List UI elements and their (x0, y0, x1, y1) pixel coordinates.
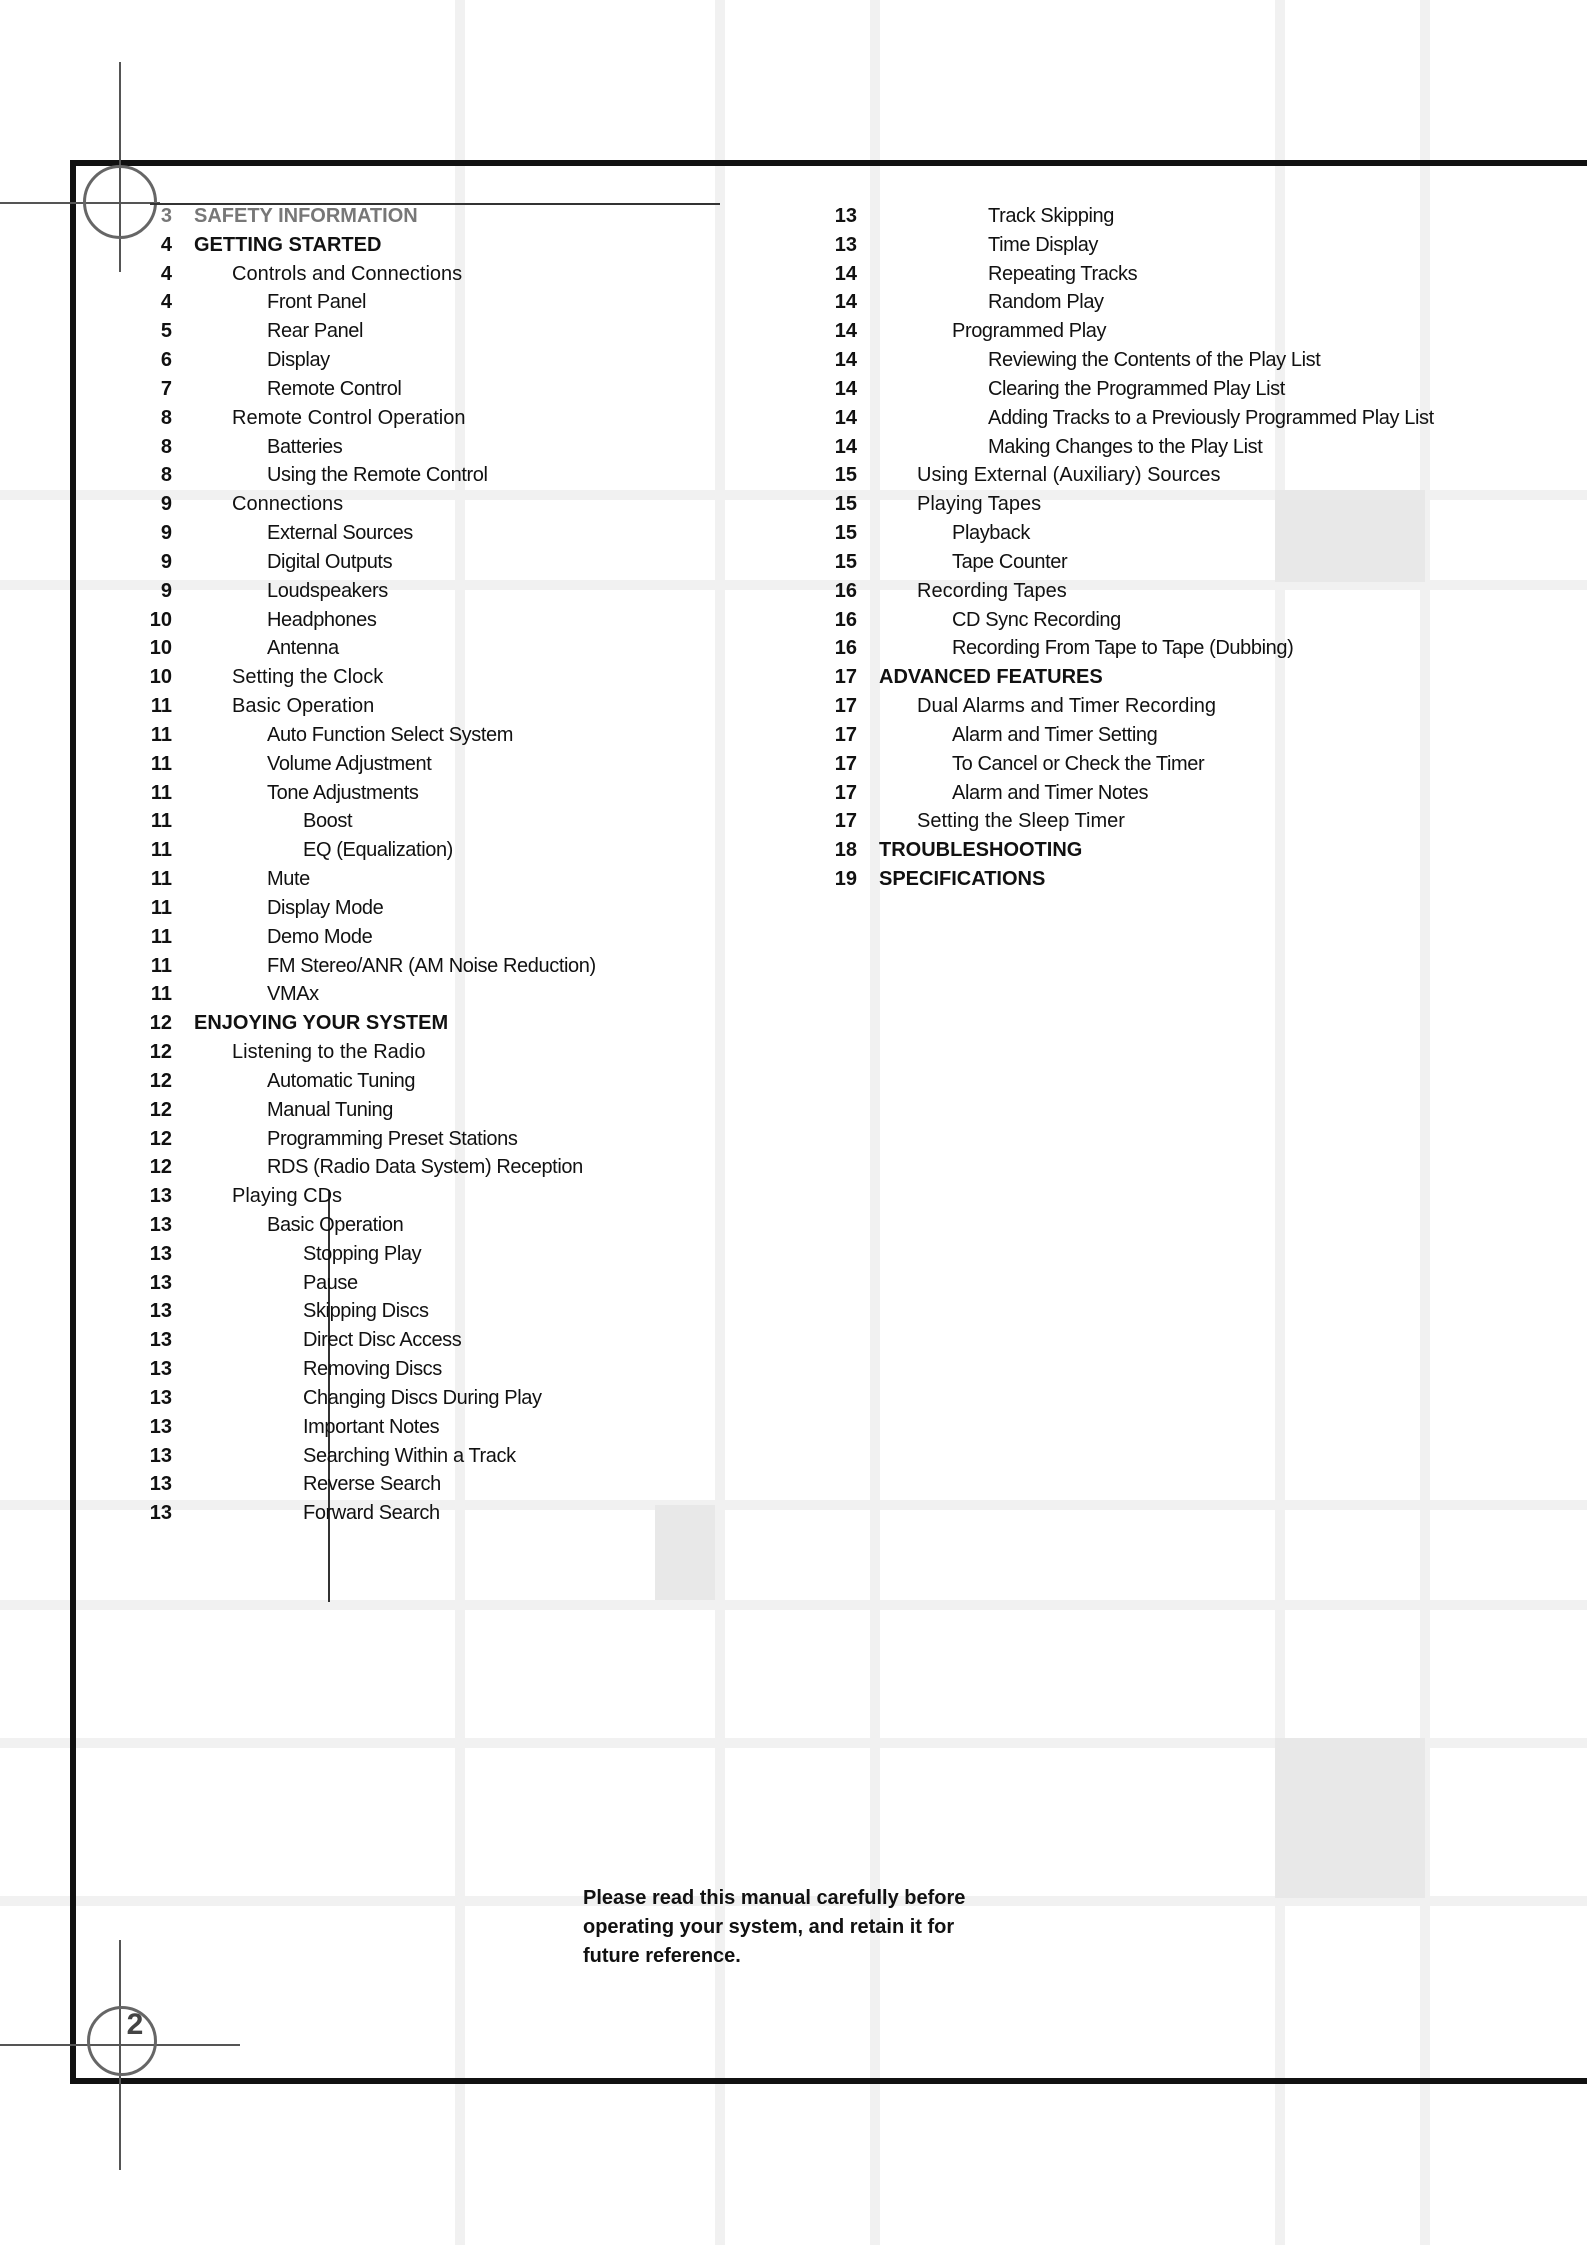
toc-page-number: 19 (834, 868, 857, 891)
toc-page-number: 13 (149, 1358, 172, 1381)
toc-page-number: 17 (834, 752, 857, 775)
toc-entry (130, 577, 750, 606)
toc-page-number: 13 (834, 233, 857, 256)
toc-title: Programming Preset Stations (267, 1127, 518, 1150)
toc-title: Controls and Connections (232, 262, 463, 285)
toc-entry (815, 807, 1555, 836)
toc-page-number: 11 (150, 752, 172, 775)
toc-entry (815, 288, 1555, 317)
toc-entry (130, 807, 750, 836)
toc-entry (130, 750, 750, 779)
toc-title: Loudspeakers (267, 579, 388, 602)
reading-note (583, 1884, 1053, 1971)
frame-left-rule (70, 160, 76, 2084)
frame-bottom-rule (70, 2078, 1587, 2084)
toc-page-number: 17 (834, 666, 857, 689)
toc-title: Auto Function Select System (267, 723, 513, 746)
toc-title: TROUBLESHOOTING (879, 839, 1083, 862)
toc-page-number: 4 (160, 262, 172, 285)
toc-title: Tape Counter (952, 550, 1068, 573)
toc-page-number: 16 (834, 579, 857, 602)
toc-entry (130, 1067, 750, 1096)
toc-column-left (130, 202, 750, 1528)
toc-page-number: 13 (149, 1444, 172, 1467)
toc-entry (815, 433, 1555, 462)
toc-entry (130, 231, 750, 260)
toc-title: Setting the Sleep Timer (917, 810, 1125, 833)
toc-entry (130, 634, 750, 663)
toc-page-number: 13 (149, 1415, 172, 1438)
toc-page-number: 8 (160, 435, 172, 458)
toc-entry (130, 375, 750, 404)
toc-entry (130, 663, 750, 692)
toc-entry (130, 1009, 750, 1038)
toc-title: RDS (Radio Data System) Reception (267, 1156, 583, 1179)
toc-entry (815, 231, 1555, 260)
note-line: Please read this manual carefully before (583, 1887, 966, 1909)
toc-page-number: 16 (834, 637, 857, 660)
toc-page-number: 9 (160, 579, 172, 602)
toc-title: Boost (303, 810, 353, 833)
toc-page-number: 8 (160, 464, 172, 487)
toc-page-number: 14 (834, 349, 857, 372)
toc-page-number: 14 (834, 262, 857, 285)
toc-title: Setting the Clock (232, 666, 384, 689)
toc-title: Remote Control (267, 377, 402, 400)
toc-title: Recording Tapes (917, 579, 1067, 602)
toc-title: Reviewing the Contents of the Play List (988, 349, 1321, 372)
toc-entry (130, 894, 750, 923)
toc-title: Direct Disc Access (303, 1329, 462, 1352)
toc-title: Playing CDs (232, 1185, 343, 1208)
toc-entry (130, 1355, 750, 1384)
toc-title: FM Stereo/ANR (AM Noise Reduction) (267, 954, 596, 977)
page-number: 2 (126, 2008, 144, 2041)
toc-entry (130, 346, 750, 375)
toc-entry (130, 1297, 750, 1326)
toc-entry (130, 1269, 750, 1298)
toc-page-number: 13 (149, 1502, 172, 1525)
toc-page-number: 14 (834, 377, 857, 400)
toc-entry (130, 721, 750, 750)
toc-page-number: 10 (149, 637, 172, 660)
toc-entry (815, 606, 1555, 635)
toc-page-number: 18 (834, 839, 857, 862)
toc-entry (130, 1153, 750, 1182)
note-line: operating your system, and retain it for (583, 1916, 955, 1938)
toc-title: Remote Control Operation (232, 406, 466, 429)
toc-title: Recording From Tape to Tape (Dubbing) (952, 637, 1294, 660)
toc-title: VMAx (267, 983, 319, 1006)
toc-title: Dual Alarms and Timer Recording (917, 695, 1217, 718)
toc-page-number: 5 (160, 320, 172, 343)
toc-page-number: 4 (160, 291, 172, 314)
toc-entry (815, 750, 1555, 779)
toc-entry (130, 1125, 750, 1154)
toc-title: Adding Tracks to a Previously Programmed Play List (988, 406, 1434, 429)
toc-page-number: 13 (149, 1213, 172, 1236)
toc-entry (130, 461, 750, 490)
toc-page-number: 12 (149, 1069, 172, 1092)
toc-entry (130, 404, 750, 433)
toc-page-number: 6 (160, 349, 172, 372)
toc-entry (815, 490, 1555, 519)
toc-entry (130, 1499, 750, 1528)
toc-title: Automatic Tuning (267, 1069, 416, 1092)
toc-page-number: 15 (834, 464, 857, 487)
toc-title: Playing Tapes (917, 493, 1042, 516)
toc-page-number: 13 (149, 1300, 172, 1323)
toc-page-number: 9 (160, 550, 172, 573)
toc-entry (130, 836, 750, 865)
toc-page-number: 12 (149, 1012, 172, 1035)
toc-title: Important Notes (303, 1415, 440, 1438)
toc-page-number: 14 (834, 320, 857, 343)
toc-page-number: 12 (149, 1127, 172, 1150)
toc-entry (815, 260, 1555, 289)
toc-entry (130, 779, 750, 808)
toc-entry (815, 779, 1555, 808)
toc-page-number: 11 (150, 925, 172, 948)
toc-page-number: 17 (834, 810, 857, 833)
toc-title: GETTING STARTED (194, 233, 382, 256)
toc-page-number: 16 (834, 608, 857, 631)
toc-page-number: 17 (834, 695, 857, 718)
toc-title: Random Play (988, 291, 1104, 314)
toc-title: Digital Outputs (267, 550, 393, 573)
toc-page-number: 15 (834, 522, 857, 545)
toc-entry (130, 1413, 750, 1442)
toc-page-number: 15 (834, 493, 857, 516)
toc-entry (815, 634, 1555, 663)
toc-entry (815, 548, 1555, 577)
toc-entry (130, 548, 750, 577)
toc-page-number: 11 (150, 954, 172, 977)
toc-page-number: 11 (150, 695, 172, 718)
toc-title: Front Panel (267, 291, 366, 314)
toc-page-number: 13 (149, 1185, 172, 1208)
toc-title: Skipping Discs (303, 1300, 429, 1323)
toc-title: Display (267, 349, 330, 372)
toc-page-number: 13 (149, 1242, 172, 1265)
toc-entry (130, 1326, 750, 1355)
toc-entry (815, 836, 1555, 865)
toc-title: Batteries (267, 435, 343, 458)
toc-title: Manual Tuning (267, 1098, 394, 1121)
toc-title: Repeating Tracks (988, 262, 1138, 285)
toc-page-number: 14 (834, 435, 857, 458)
toc-title: Basic Operation (232, 695, 375, 718)
toc-entry (130, 1038, 750, 1067)
toc-title: Removing Discs (303, 1358, 442, 1381)
toc-title: Changing Discs During Play (303, 1386, 542, 1409)
toc-page-number: 12 (149, 1041, 172, 1064)
toc-page-number: 11 (150, 839, 172, 862)
toc-entry (815, 721, 1555, 750)
toc-entry (815, 577, 1555, 606)
toc-page-number: 10 (149, 608, 172, 631)
toc-page-number: 9 (160, 493, 172, 516)
toc-title: Demo Mode (267, 925, 373, 948)
toc-entry (130, 1240, 750, 1269)
toc-title: Using the Remote Control (267, 464, 488, 487)
toc-entry (130, 952, 750, 981)
toc-entry (130, 923, 750, 952)
toc-title: Volume Adjustment (267, 752, 432, 775)
toc-entry (130, 490, 750, 519)
toc-title: Forward Search (303, 1502, 440, 1525)
toc-entry (130, 260, 750, 289)
toc-page-number: 15 (834, 550, 857, 573)
toc-title: ADVANCED FEATURES (879, 666, 1103, 689)
toc-page-number: 11 (150, 781, 172, 804)
toc-title: SPECIFICATIONS (879, 868, 1046, 891)
toc-title: Listening to the Radio (232, 1041, 426, 1064)
toc-entry (130, 433, 750, 462)
grid-block (1275, 1738, 1425, 1898)
toc-title: Rear Panel (267, 320, 364, 343)
toc-entry (815, 865, 1555, 894)
toc-page-number: 13 (149, 1386, 172, 1409)
toc-title: Playback (952, 522, 1030, 545)
toc-entry (815, 317, 1555, 346)
toc-title: Pause (303, 1271, 358, 1294)
note-line: future reference. (583, 1945, 741, 1967)
toc-title: Mute (267, 868, 310, 891)
toc-page-number: 11 (150, 810, 172, 833)
toc-title: Basic Operation (267, 1213, 404, 1236)
toc-entry (815, 346, 1555, 375)
toc-entry (130, 692, 750, 721)
toc-title: Display Mode (267, 896, 384, 919)
toc-page-number: 17 (834, 781, 857, 804)
toc-page-number: 9 (160, 522, 172, 545)
toc-page-number: 12 (149, 1098, 172, 1121)
toc-page-number: 13 (149, 1271, 172, 1294)
toc-entry (130, 202, 750, 231)
toc-entry (815, 692, 1555, 721)
toc-page-number: 4 (160, 233, 172, 256)
toc-title: CD Sync Recording (952, 608, 1121, 631)
toc-entry (815, 519, 1555, 548)
toc-entry (815, 404, 1555, 433)
toc-title: To Cancel or Check the Timer (952, 752, 1205, 775)
toc-page-number: 14 (834, 406, 857, 429)
toc-title: ENJOYING YOUR SYSTEM (194, 1012, 449, 1035)
toc-page-number: 11 (150, 723, 172, 746)
toc-title: Track Skipping (988, 205, 1114, 227)
toc-page-number: 8 (160, 406, 172, 429)
toc-entry (130, 865, 750, 894)
toc-title: Searching Within a Track (303, 1444, 516, 1467)
toc-title: Headphones (267, 608, 377, 631)
toc-title: Using External (Auxiliary) Sources (917, 464, 1221, 487)
toc-entry (815, 202, 1555, 231)
toc-title: External Sources (267, 522, 413, 545)
toc-title: Reverse Search (303, 1473, 441, 1496)
toc-page-number: 10 (149, 666, 172, 689)
toc-entry (815, 663, 1555, 692)
toc-entry (130, 1096, 750, 1125)
toc-entry (130, 980, 750, 1009)
toc-entry (130, 317, 750, 346)
toc-entry (130, 1470, 750, 1499)
toc-title: Tone Adjustments (267, 781, 419, 804)
toc-page-number: 13 (149, 1473, 172, 1496)
toc-title: EQ (Equalization) (303, 839, 453, 862)
grid-line (0, 1600, 1587, 1610)
toc-entry (130, 1211, 750, 1240)
toc-title: Alarm and Timer Setting (952, 723, 1158, 746)
toc-entry (130, 519, 750, 548)
toc-entry (130, 1384, 750, 1413)
toc-title: Antenna (267, 637, 339, 660)
toc-title: Stopping Play (303, 1242, 422, 1265)
toc-column-right (815, 202, 1555, 894)
toc-page-number: 13 (834, 205, 857, 227)
toc-title: Time Display (988, 233, 1099, 256)
toc-page-number: 12 (149, 1156, 172, 1179)
toc-title: Connections (232, 493, 344, 516)
toc-title: Alarm and Timer Notes (952, 781, 1149, 804)
toc-page-number: 7 (160, 377, 172, 400)
toc-page-number: 11 (150, 896, 172, 919)
toc-entry (815, 375, 1555, 404)
toc-entry (130, 288, 750, 317)
toc-title: Programmed Play (952, 320, 1107, 343)
toc-page-number: 11 (150, 983, 172, 1006)
toc-entry (815, 461, 1555, 490)
toc-entry (130, 1182, 750, 1211)
toc-title: Clearing the Programmed Play List (988, 377, 1285, 400)
frame-top-rule (72, 160, 1587, 166)
toc-entry (130, 1442, 750, 1471)
toc-page-number: 14 (834, 291, 857, 314)
toc-page-number: 13 (149, 1329, 172, 1352)
toc-page-number: 11 (150, 868, 172, 891)
toc-title: SAFETY INFORMATION (194, 205, 418, 227)
toc-page-number: 17 (834, 723, 857, 746)
toc-entry (130, 606, 750, 635)
toc-page-number: 3 (160, 205, 172, 227)
toc-title: Making Changes to the Play List (988, 435, 1263, 458)
